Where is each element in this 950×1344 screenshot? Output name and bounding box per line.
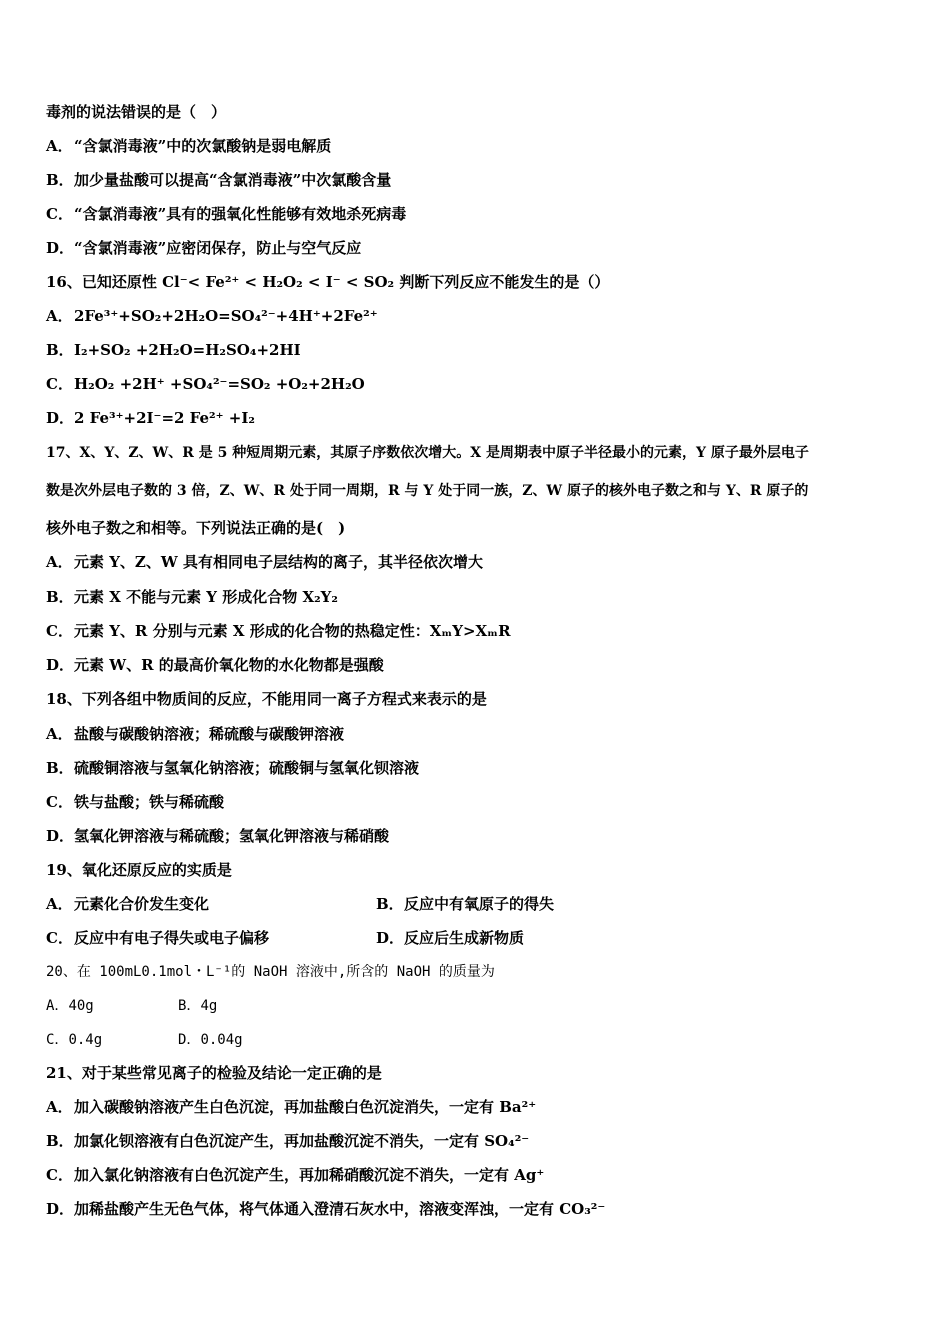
q19-option-d: D．反应后生成新物质: [376, 929, 525, 947]
q21-stem: 21、对于某些常见离子的检验及结论一定正确的是: [46, 1064, 382, 1082]
q21-option-c: C．加入氯化钠溶液有白色沉淀产生，再加稀硝酸沉淀不消失，一定有 Ag⁺: [46, 1166, 545, 1184]
q18-option-a: A．盐酸与碳酸钠溶液；稀硫酸与碳酸钾溶液: [46, 725, 345, 743]
q19-option-b: B．反应中有氧原子的得失: [376, 895, 555, 913]
q18-option-d: D．氢氧化钾溶液与稀硫酸；氢氧化钾溶液与稀硝酸: [46, 827, 390, 845]
q18-option-c: C．铁与盐酸；铁与稀硫酸: [46, 793, 225, 811]
q20-stem: 20、在 100mL0.1mol・L⁻¹的 NaOH 溶液中,所含的 NaOH 的质量为: [46, 964, 495, 980]
q17-option-d: D．元素 W、R 的最高价氧化物的水化物都是强酸: [46, 656, 384, 674]
q19-option-a: A．元素化合价发生变化: [46, 895, 210, 913]
q19-option-c: C．反应中有电子得失或电子偏移: [46, 929, 270, 947]
q17-option-a: A．元素 Y、Z、W 具有相同电子层结构的离子，其半径依次增大: [46, 553, 483, 571]
q17-stem-line-3: 核外电子数之和相等。下列说法正确的是( ): [46, 519, 346, 537]
q15-option-d: D．“含氯消毒液”应密闭保存，防止与空气反应: [46, 239, 362, 257]
q19-options-row-1: [46, 893, 906, 915]
q21-option-a: A．加入碳酸钠溶液产生白色沉淀，再加盐酸白色沉淀消失，一定有 Ba²⁺: [46, 1098, 537, 1116]
q15-stem: 毒剂的说法错误的是（ ）: [46, 103, 227, 121]
q20-option-a: A．40g: [46, 998, 94, 1014]
q16-option-a: A．2Fe³⁺+SO₂+2H₂O=SO₄²⁻+4H⁺+2Fe²⁺: [46, 307, 378, 325]
q20-options-row-1: [46, 995, 906, 1017]
q15-option-b: B．加少量盐酸可以提高“含氯消毒液”中次氯酸含量: [46, 171, 392, 189]
q17-stem-line-2: 数是次外层电子数的 3 倍，Z、W、R 处于同一周期，R 与 Y 处于同一族，Z、W 原子的核外电子数之和与 Y、R 原子的: [46, 483, 809, 499]
q20-option-d: D．0.04g: [178, 1032, 243, 1048]
q17-stem-line-1: 17、X、Y、Z、W、R 是 5 种短周期元素，其原子序数依次增大。X 是周期表中原子半径最小的元素，Y 原子最外层电子: [46, 445, 809, 461]
q21-option-d: D．加稀盐酸产生无色气体，将气体通入澄清石灰水中，溶液变浑浊，一定有 CO₃²⁻: [46, 1200, 606, 1218]
q16-option-b: B．I₂+SO₂ +2H₂O=H₂SO₄+2HI: [46, 341, 301, 359]
q15-option-c: C．“含氯消毒液”具有的强氧化性能够有效地杀死病毒: [46, 205, 407, 223]
q16-option-c: C．H₂O₂ +2H⁺ +SO₄²⁻=SO₂ +O₂+2H₂O: [46, 375, 365, 393]
q17-option-b: B．元素 X 不能与元素 Y 形成化合物 X₂Y₂: [46, 588, 338, 606]
q16-stem: 16、已知还原性 Cl⁻< Fe²⁺ < H₂O₂ < I⁻ < SO₂ 判断下列反应不能发生的是（）: [46, 273, 610, 291]
q16-option-d: D．2 Fe³⁺+2I⁻=2 Fe²⁺ +I₂: [46, 409, 255, 427]
q19-options-row-2: [46, 927, 906, 949]
q18-option-b: B．硫酸铜溶液与氢氧化钠溶液；硫酸铜与氢氧化钡溶液: [46, 759, 420, 777]
q15-option-a: A．“含氯消毒液”中的次氯酸钠是弱电解质: [46, 137, 332, 155]
q21-option-b: B．加氯化钡溶液有白色沉淀产生，再加盐酸沉淀不消失，一定有 SO₄²⁻: [46, 1132, 530, 1150]
q20-options-row-2: [46, 1029, 906, 1051]
q20-option-b: B．4g: [178, 998, 218, 1014]
q17-option-c: C．元素 Y、R 分别与元素 X 形成的化合物的热稳定性：XₘY>XₘR: [46, 622, 511, 640]
q19-stem: 19、氧化还原反应的实质是: [46, 861, 232, 879]
q18-stem: 18、下列各组中物质间的反应，不能用同一离子方程式来表示的是: [46, 690, 487, 708]
q20-option-c: C．0.4g: [46, 1032, 103, 1048]
